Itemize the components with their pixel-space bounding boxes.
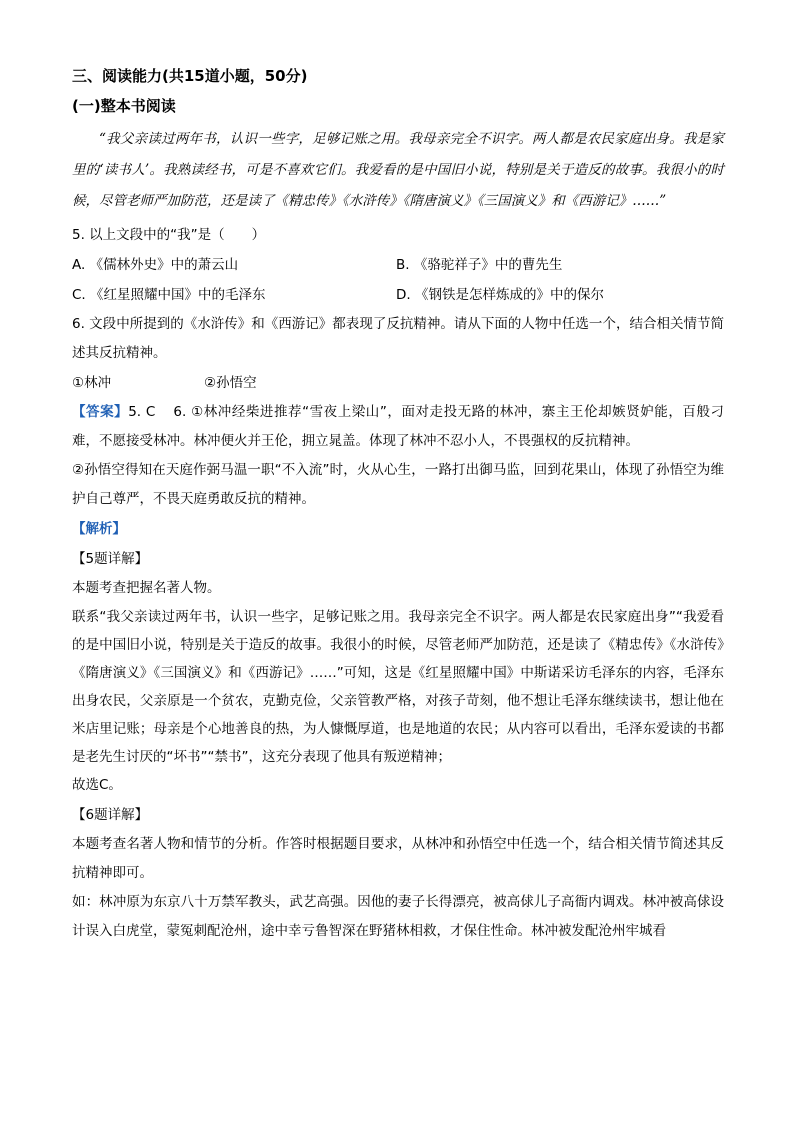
answer-q6-part1: 6. ①林冲经柴进推荐“雪夜上梁山”，面对走投无路的林冲，寨主王伦却嫉贤妒能，百般刁难，不愿接受林冲。林冲便火并王伦，拥立晁盖。体现了林冲不忍小人，不畏强权的反抗精神。 — [72, 404, 725, 449]
question-5-options-row-1 — [72, 250, 724, 280]
q5-detail-conclusion: 故选C。 — [72, 777, 122, 793]
choice-lin-chong: ①林冲 — [72, 375, 112, 391]
document-page — [72, 64, 724, 946]
section-title: 三、阅读能力(共15道小题，50分) — [72, 67, 308, 85]
subsection-title: (一)整本书阅读 — [72, 97, 176, 115]
q5-detail-body: 联系“我父亲读过两年书，认识一些字，足够记账之用。我母亲完全不识字。两人都是农民家庭出身”“我爱看的是中国旧小说，特别是关于造反的故事。我很小的时候，尽管老师严加防范，还是读了《精忠传》《水浒传》《隋唐演义》《三国演义》和《西游记》……”可知，这是《红星照耀中国》中斯诺采访毛泽东的内容，毛泽东出身农民，父亲原是一个贫农，克勤克俭，父亲管教严格，对孩子苛刻，他不想让毛泽东继续读书，想让他在米店里记账；母亲是个心地善良的热，为人慷慨厚道，也是地道的农民；从内容可以看出，毛泽东爱读的书都是老先生讨厌的“坏书”“禁书”，这充分表现了他具有叛逆精神； — [72, 609, 724, 765]
q5-detail-heading: 【5题详解】 — [72, 551, 149, 567]
answer-q5: 5. C — [128, 404, 156, 420]
reading-passage: “我父亲读过两年书，认识一些字，足够记账之用。我母亲完全不识字。两人都是农民家庭出身。我是家里的‘读书人’。我熟读经书，可是不喜欢它们。我爱看的是中国旧小说，特别是关于造反的故事。我很小的时候，尽管老师严加防范，还是读了《精忠传》《水浒传》《隋唐演义》《三国演义》和《西游记》……” — [72, 131, 724, 209]
choice-sun-wukong: ②孙悟空 — [204, 375, 257, 391]
option-a: A. 《儒林外史》中的萧云山 — [72, 257, 239, 273]
q6-detail-heading: 【6题详解】 — [72, 807, 149, 823]
q6-detail-example: 如：林冲原为东京八十万禁军教头，武艺高强。因他的妻子长得漂亮，被高俅儿子高衙内调戏。林冲被高俅设计误入白虎堂，蒙冤刺配沧州，途中幸亏鲁智深在野猪林相救，才保住性命。林冲被发配沧州牢城看 — [72, 894, 724, 939]
question-6-choices — [72, 368, 724, 398]
answer-tag: 【答案】 — [72, 404, 129, 420]
option-c: C. 《红星照耀中国》中的毛泽东 — [72, 287, 266, 303]
question-6-stem: 6. 文段中所提到的《水浒传》和《西游记》都表现了反抗精神。请从下面的人物中任选一个，结合相关情节简述其反抗精神。 — [72, 316, 724, 361]
answer-q6-part2: ②孙悟空得知在天庭作弼马温一职“不入流”时，火从心生，一路打出御马监，回到花果山，体现了孙悟空为维护自己尊严，不畏天庭勇敢反抗的精神。 — [72, 462, 724, 507]
q5-detail-intro: 本题考查把握名著人物。 — [72, 580, 221, 596]
question-5-stem: 5. 以上文段中的“我”是（ ） — [72, 227, 266, 243]
analysis-tag: 【解析】 — [72, 521, 126, 537]
analysis-tag-row — [72, 514, 724, 544]
q6-detail-intro: 本题考查名著人物和情节的分析。作答时根据题目要求，从林冲和孙悟空中任选一个，结合相关情节简述其反抗精神即可。 — [72, 836, 724, 881]
option-b: B. 《骆驼祥子》中的曹先生 — [396, 257, 563, 273]
question-5-options-row-2 — [72, 280, 724, 310]
answer-block — [72, 398, 724, 456]
option-d: D. 《钢铁是怎样炼成的》中的保尔 — [396, 287, 604, 303]
